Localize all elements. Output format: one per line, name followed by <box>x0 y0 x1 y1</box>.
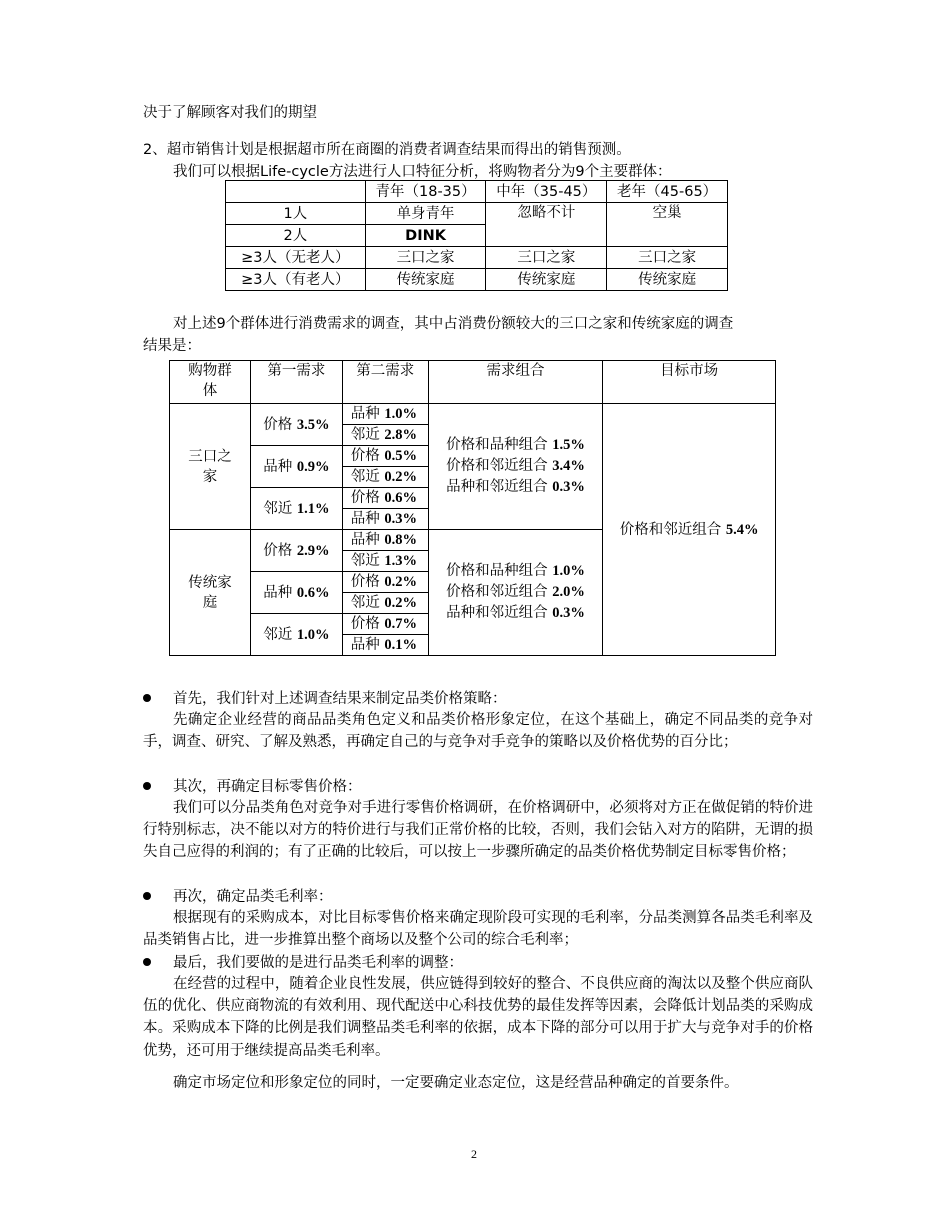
page-number: 2 <box>471 1147 477 1161</box>
combo-line: 价格和邻近组合 3.4% <box>446 458 585 474</box>
closing-line: 确定市场定位和形象定位的同时，一定要确定业态定位，这是经营品种确定的首要条件。 <box>173 1075 739 1091</box>
bullet-body: 先确定企业经营的商品品类角色定义和品类价格形象定位，在这个基础上，确定不同品类的竞争对手，调查、研究、了解及熟悉，再确定自己的与竞争对手竞争的策略以及价格优势的百分比； <box>143 712 813 751</box>
second-need: 价格 0.7% <box>342 614 428 635</box>
table-header: 第二需求 <box>342 361 428 404</box>
table-cell: 三口之家 <box>486 247 607 269</box>
target-market: 价格和邻近组合 5.4% <box>603 404 776 656</box>
group-name: 三口之家 <box>170 404 251 530</box>
table-cell: DINK <box>365 225 486 247</box>
bullet-dot <box>143 694 151 702</box>
bullet-body: 我们可以分品类角色对竞争对手进行零售价格调研，在价格调研中，必须将对方正在做促销的特价进行特别标志，决不能以对方的特价进行与我们正常价格的比较，否则，我们会钻入对方的陷阱，无谓的损失自己应得的利润的；有了正确的比较后，可以按上一步骤所确定的品类价格优势制定目标零售价格； <box>143 800 813 861</box>
table-row <box>226 181 728 203</box>
first-need: 价格 3.5% <box>250 404 342 446</box>
combo-line: 品种和邻近组合 0.3% <box>446 479 585 495</box>
demographic-table <box>225 180 728 291</box>
table-cell: 传统家庭 <box>607 269 728 291</box>
second-need: 品种 0.8% <box>342 530 428 551</box>
combo-line: 价格和邻近组合 2.0% <box>446 584 585 600</box>
section-title: 2、超市销售计划是根据超市所在商圈的消费者调查结果而得出的销售预测。 <box>143 142 631 158</box>
table-cell: 2人 <box>226 225 366 247</box>
bullet-title: 再次，确定品类毛利率： <box>173 889 333 905</box>
bullet-dot <box>143 782 151 790</box>
second-need: 价格 0.2% <box>342 572 428 593</box>
bullet-title: 最后，我们要做的是进行品类毛利率的调整： <box>173 955 463 971</box>
table-cell: 传统家庭 <box>486 269 607 291</box>
table-cell: 单身青年 <box>365 203 486 225</box>
bullet-title: 其次，再确定目标零售价格： <box>173 779 362 795</box>
table-cell: 三口之家 <box>365 247 486 269</box>
table-cell: 三口之家 <box>607 247 728 269</box>
combo-line: 品种和邻近组合 0.3% <box>446 605 585 621</box>
combo-line: 价格和品种组合 1.0% <box>446 563 585 579</box>
first-need: 邻近 1.0% <box>250 614 342 656</box>
second-need: 品种 0.3% <box>342 509 428 530</box>
first-need: 价格 2.9% <box>250 530 342 572</box>
combo-cell <box>428 530 603 656</box>
table-cell: 传统家庭 <box>365 269 486 291</box>
second-need: 邻近 1.3% <box>342 551 428 572</box>
first-need: 品种 0.6% <box>250 572 342 614</box>
table-row <box>226 247 728 269</box>
table-cell <box>226 181 366 203</box>
survey-intro-line1: 对上述9个群体进行消费需求的调查，其中占消费份额较大的三口之家和传统家庭的调查 <box>173 316 734 332</box>
first-need: 邻近 1.1% <box>250 488 342 530</box>
header-line: 决于了解顾客对我们的期望 <box>143 105 317 121</box>
table-cell: ≥3人（有老人） <box>226 269 366 291</box>
second-need: 品种 1.0% <box>342 404 428 425</box>
table-cell: ≥3人（无老人） <box>226 247 366 269</box>
second-need: 品种 0.1% <box>342 635 428 656</box>
second-need: 邻近 2.8% <box>342 425 428 446</box>
table-cell: 忽略不计 <box>486 203 607 247</box>
survey-results-table <box>169 360 776 656</box>
combo-cell <box>428 404 603 530</box>
table-header: 购物群体 <box>170 361 251 404</box>
table-row <box>226 269 728 291</box>
table-header: 需求组合 <box>428 361 603 404</box>
table-cell: 空巢 <box>607 203 728 247</box>
second-need: 邻近 0.2% <box>342 467 428 488</box>
table-row <box>226 203 728 225</box>
table-header: 中年（35-45） <box>486 181 607 203</box>
survey-intro-line2: 结果是： <box>143 338 201 354</box>
bullet-dot <box>143 958 151 966</box>
table-cell: 1人 <box>226 203 366 225</box>
section-intro: 我们可以根据Life-cycle方法进行人口特征分析，将购物者分为9个主要群体： <box>173 164 672 180</box>
table-row <box>170 404 776 425</box>
second-need: 邻近 0.2% <box>342 593 428 614</box>
table-header: 目标市场 <box>603 361 776 404</box>
table-header: 第一需求 <box>250 361 342 404</box>
bullet-body: 根据现有的采购成本，对比目标零售价格来确定现阶段可实现的毛利率，分品类测算各品类毛利率及品类销售占比，进一步推算出整个商场以及整个公司的综合毛利率； <box>143 910 813 949</box>
table-row <box>170 361 776 404</box>
first-need: 品种 0.9% <box>250 446 342 488</box>
second-need: 价格 0.5% <box>342 446 428 467</box>
group-name: 传统家庭 <box>170 530 251 656</box>
table-header: 老年（45-65） <box>607 181 728 203</box>
bullet-title: 首先，我们针对上述调查结果来制定品类价格策略： <box>173 691 507 707</box>
bullet-dot <box>143 892 151 900</box>
table-header: 青年（18-35） <box>365 181 486 203</box>
combo-line: 价格和品种组合 1.5% <box>446 437 585 453</box>
bullet-body: 在经营的过程中，随着企业良性发展，供应链得到较好的整合、不良供应商的淘汰以及整个供应商队伍的优化、供应商物流的有效利用、现代配送中心科技优势的最佳发挥等因素，会降低计划品类的采购成本。采购成本下降的比例是我们调整品类毛利率的依据，成本下降的部分可以用于扩大与竞争对手的价格优势，还可用于继续提高品类毛利率。 <box>143 976 813 1059</box>
second-need: 价格 0.6% <box>342 488 428 509</box>
